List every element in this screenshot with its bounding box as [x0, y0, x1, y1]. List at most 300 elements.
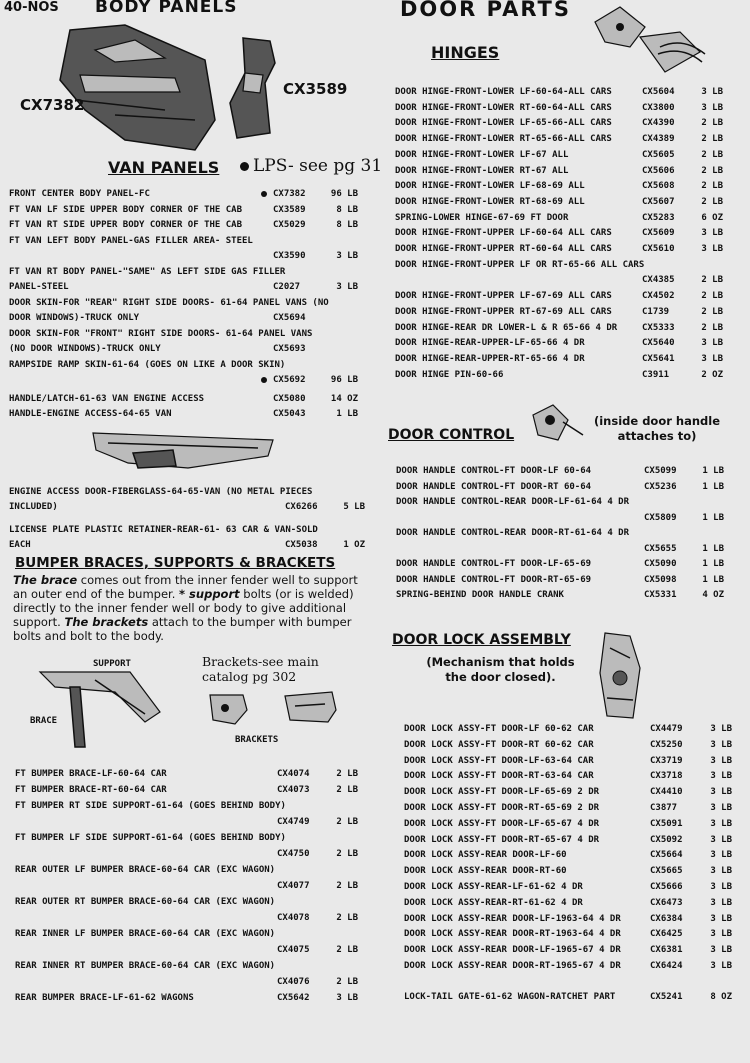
part-description: DOOR LOCK ASSY-REAR-LF-61-62 4 DR [404, 882, 583, 892]
part-description: DOOR LOCK ASSY-FT DOOR-RT-65-69 2 DR [404, 803, 600, 813]
part-number: CX5694 [273, 313, 306, 323]
lps-bullet-icon [240, 162, 249, 171]
part-weight: 8 LB [336, 204, 358, 215]
door-lock-illustration [595, 628, 645, 723]
part-weight: 2 LB [701, 275, 723, 286]
part-number: CX5610 [642, 244, 675, 254]
part-row [396, 526, 736, 540]
part-number: CX5283 [642, 212, 675, 223]
part-description: REAR OUTER LF BUMPER BRACE-60-64 CAR (EXC WAGON) [15, 865, 276, 875]
part-number: CX4077 [277, 881, 310, 891]
part-description: DOOR LOCK ASSY-FT DOOR-RT-65-67 4 DR [404, 834, 600, 845]
part-row [15, 831, 360, 845]
part-description: EACH [9, 540, 31, 550]
part-number: CX4074 [277, 769, 310, 779]
part-number: CX6381 [650, 945, 683, 956]
part-description: (NO DOOR WINDOWS)-TRUCK ONLY [9, 344, 161, 354]
part-weight: 3 LB [701, 353, 723, 364]
paragraph-segment: comes out from the inner fender well to support an outer end of the bumper. [13, 573, 358, 601]
part-row [404, 848, 734, 862]
tailgate-weight: 8 OZ [710, 992, 732, 1002]
part-number: CX5080 [273, 393, 306, 404]
bumper-title: BUMPER BRACES, SUPPORTS & BRACKETS [15, 555, 336, 571]
part-row [396, 573, 736, 587]
part-number: CX5236 [644, 481, 677, 492]
part-description: REAR BUMPER BRACE-LF-61-62 WAGONS [15, 993, 194, 1003]
part-number: CX5608 [642, 181, 675, 192]
part-weight: 3 LB [710, 913, 732, 924]
part-row [395, 148, 735, 162]
part-number: CX3719 [650, 755, 683, 766]
part-description: DOOR LOCK ASSY-FT DOOR-RT-63-64 CAR [404, 771, 594, 782]
part-row [395, 242, 735, 256]
part-number: CX5038 [285, 540, 318, 550]
part-weight: 5 LB [343, 502, 365, 512]
paragraph-segment: bolts (or is welded) directly to the inner fender well or body to give additional support. [13, 587, 354, 629]
part-description: FT VAN RT SIDE UPPER BODY CORNER OF THE CAB [9, 220, 242, 230]
label-cx3589: CX3589 [283, 80, 348, 98]
part-row [395, 368, 735, 382]
part-row [9, 203, 359, 217]
part-weight: 2 LB [336, 913, 358, 923]
part-weight: 4 OZ [702, 590, 724, 600]
part-row [395, 321, 735, 335]
part-description: FT VAN RT BODY PANEL-"SAME" AS LEFT SIDE GAS FILLER [9, 266, 286, 277]
bracket-right-illustration [280, 688, 340, 726]
part-weight: 3 LB [701, 228, 723, 239]
part-description: DOOR LOCK ASSY-FT DOOR-LF-63-64 CAR [404, 755, 594, 766]
part-number: CX5640 [642, 338, 675, 349]
part-row [395, 195, 735, 209]
part-row [404, 801, 734, 815]
part-weight: 3 LB [710, 724, 732, 734]
part-description: DOOR SKIN-FOR "REAR" RIGHT SIDE DOORS- 61-64 PANEL VANS (NO [9, 297, 329, 308]
paragraph-segment: The brackets [64, 615, 149, 629]
part-row [395, 226, 735, 240]
part-weight: 3 LB [710, 803, 732, 813]
part-weight: 1 LB [336, 409, 358, 419]
part-number: CX6473 [650, 897, 683, 908]
part-number: CX4749 [277, 817, 310, 827]
part-row [9, 296, 359, 310]
part-weight: 3 LB [710, 882, 732, 892]
part-description: DOOR HINGE-REAR DR LOWER-L & R 65-66 4 DR [395, 322, 618, 333]
body-panel-illustration [55, 20, 220, 155]
part-weight: 2 LB [701, 149, 723, 160]
part-description: RAMPSIDE RAMP SKIN-61-64 (GOES ON LIKE A DOOR SKIN) [9, 359, 286, 370]
part-number: CX4075 [277, 945, 310, 955]
part-row [395, 116, 735, 130]
part-number: CX5090 [644, 559, 677, 569]
part-weight: 8 LB [336, 220, 358, 230]
part-weight: 2 LB [336, 817, 358, 827]
part-row [395, 179, 735, 193]
door-control-note: (inside door handle attaches to) [593, 414, 721, 443]
part-row [9, 500, 365, 514]
part-number: CX6425 [650, 929, 683, 940]
part-description: REAR OUTER RT BUMPER BRACE-60-64 CAR (EXC WAGON) [15, 897, 276, 907]
part-number: C2027 [273, 282, 301, 292]
part-row [9, 234, 359, 248]
part-description: DOOR LOCK ASSY-FT DOOR-LF-65-69 2 DR [404, 787, 600, 798]
part-weight: 3 LB [710, 787, 732, 798]
part-number: CX4750 [277, 849, 310, 859]
part-number: CX5606 [642, 165, 675, 176]
part-weight: 3 LB [710, 818, 732, 829]
cab-corner-illustration [225, 33, 285, 143]
part-row [9, 265, 359, 279]
part-row [15, 975, 360, 989]
part-row [396, 511, 736, 525]
part-row [404, 943, 734, 957]
part-number: C3911 [642, 369, 670, 380]
part-description: DOOR LOCK ASSY-REAR DOOR-LF-1965-67 4 DR [404, 945, 621, 956]
part-number: CX5333 [642, 322, 675, 333]
part-description: DOOR HINGE-FRONT-UPPER LF-60-64 ALL CARS [395, 228, 612, 239]
part-number: CX4385 [642, 275, 675, 286]
part-number: CX3589 [273, 204, 306, 215]
part-description: DOOR HINGE-FRONT-UPPER LF OR RT-65-66 ALL CARS [395, 259, 645, 270]
part-row [9, 327, 359, 341]
part-row [396, 464, 736, 478]
part-row [15, 767, 360, 781]
part-number: CX4076 [277, 977, 310, 987]
label-cx7382: CX7382 [20, 96, 85, 114]
part-description: DOOR HINGE-FRONT-LOWER LF-65-66-ALL CARS [395, 118, 612, 129]
part-row [404, 769, 734, 783]
part-weight: 2 LB [701, 134, 723, 145]
part-row [404, 754, 734, 768]
part-weight: 2 LB [336, 881, 358, 891]
part-number: CX5029 [273, 220, 306, 230]
part-description: DOOR HINGE-FRONT-LOWER LF-67 ALL [395, 149, 569, 160]
part-weight: 14 OZ [330, 393, 358, 404]
part-row [9, 538, 365, 552]
part-row [396, 495, 736, 509]
door-parts-title: DOOR PARTS [400, 0, 572, 21]
bumper-description [13, 573, 358, 643]
part-description: DOOR HINGE PIN-60-66 [395, 369, 504, 380]
part-row [395, 211, 735, 225]
part-weight: 2 LB [336, 849, 358, 859]
part-number: C1739 [642, 306, 670, 317]
part-weight: 1 LB [702, 481, 724, 492]
part-number: CX6424 [650, 961, 683, 971]
part-weight: 2 LB [336, 785, 358, 795]
part-number: CX5693 [273, 344, 306, 354]
part-weight: 3 LB [710, 945, 732, 956]
part-row [404, 864, 734, 878]
part-description: DOOR HINGE-FRONT-LOWER RT-68-69 ALL [395, 196, 585, 207]
part-description: ENGINE ACCESS DOOR-FIBERGLASS-64-65-VAN (NO METAL PIECES [9, 487, 313, 497]
part-row [404, 722, 734, 736]
part-row [15, 879, 360, 893]
part-number: CX4389 [642, 134, 675, 145]
part-row [404, 912, 734, 926]
hinges-title: HINGES [431, 43, 500, 62]
part-row [15, 991, 360, 1005]
part-description: LICENSE PLATE PLASTIC RETAINER-REAR-61- 63 CAR & VAN-SOLD [9, 525, 318, 535]
part-weight: 3 LB [336, 993, 358, 1003]
part-number: CX6266 [285, 502, 318, 512]
body-panels-title: BODY PANELS [95, 0, 238, 17]
paragraph-segment: attach to the bumper with bumper bolts and bolt to the body. [13, 615, 352, 643]
part-description: FT BUMPER LF SIDE SUPPORT-61-64 (GOES BEHIND BODY) [15, 833, 286, 843]
part-description: DOOR LOCK ASSY-FT DOOR-RT 60-62 CAR [404, 739, 594, 750]
part-weight: 2 LB [701, 291, 723, 302]
part-number: CX5642 [277, 993, 310, 1003]
part-number: CX4390 [642, 118, 675, 129]
part-weight: 2 LB [701, 322, 723, 333]
part-row [395, 258, 735, 272]
part-description: DOOR HANDLE CONTROL-FT DOOR-RT 60-64 [396, 481, 592, 492]
part-number: CX4073 [277, 785, 310, 795]
tailgate-row [404, 990, 734, 1004]
part-description: DOOR LOCK ASSY-REAR DOOR-LF-60 [404, 850, 567, 861]
part-description: DOOR SKIN-FOR "FRONT" RIGHT SIDE DOORS- 61-64 PANEL VANS [9, 328, 313, 339]
part-weight: 3 LB [710, 771, 732, 782]
part-number: CX5043 [273, 409, 306, 419]
part-row [404, 785, 734, 799]
part-description: DOOR WINDOWS)-TRUCK ONLY [9, 313, 140, 323]
part-number: CX3718 [650, 771, 683, 782]
part-description: SPRING-BEHIND DOOR HANDLE CRANK [396, 590, 564, 600]
part-row [395, 85, 735, 99]
part-description: DOOR HANDLE CONTROL-FT DOOR-RT-65-69 [396, 574, 592, 585]
part-row [9, 373, 359, 387]
hinge-illustration [590, 2, 715, 82]
part-description: DOOR LOCK ASSY-REAR DOOR-RT-60 [404, 866, 567, 877]
part-row [9, 342, 359, 356]
part-row [404, 959, 734, 973]
part-description: DOOR LOCK ASSY-FT DOOR-LF-65-67 4 DR [404, 818, 600, 829]
tailgate-part: CX5241 [650, 992, 683, 1002]
bracket-left-illustration [205, 690, 250, 728]
part-row [404, 817, 734, 831]
part-description: HANDLE/LATCH-61-63 VAN ENGINE ACCESS [9, 393, 205, 404]
part-weight: 3 LB [710, 961, 732, 971]
brackets-note: Brackets-see main catalog pg 302 [202, 654, 319, 684]
part-weight: 3 LB [710, 850, 732, 861]
part-description: DOOR HINGE-FRONT-LOWER RT-60-64-ALL CARS [395, 102, 612, 113]
part-description: INCLUDED) [9, 502, 58, 512]
part-number: CX7382 [273, 189, 306, 199]
part-weight: 3 LB [336, 251, 358, 261]
brackets-label: BRACKETS [235, 735, 279, 745]
part-weight: 1 LB [702, 574, 724, 585]
part-number: CX6384 [650, 913, 683, 924]
part-row [9, 358, 359, 372]
part-weight: 1 LB [702, 559, 724, 569]
part-row [15, 927, 360, 941]
part-description: DOOR HINGE-FRONT-LOWER RT-65-66-ALL CARS [395, 134, 612, 145]
page-number: 40-NOS [4, 0, 59, 15]
part-weight: 3 LB [336, 282, 358, 292]
part-number: CX5655 [644, 543, 677, 554]
door-lock-note: (Mechanism that holds the door closed). [426, 655, 575, 684]
part-description: DOOR HINGE-FRONT-UPPER RT-67-69 ALL CARS [395, 306, 612, 317]
part-number: CX5331 [644, 590, 677, 600]
part-row [9, 218, 359, 232]
part-description: DOOR HANDLE CONTROL-REAR DOOR-LF-61-64 4 DR [396, 497, 629, 507]
part-number: CX4502 [642, 291, 675, 302]
part-number: CX5641 [642, 353, 675, 364]
part-number: CX4078 [277, 913, 310, 923]
part-weight: 3 LB [710, 897, 732, 908]
part-row [9, 392, 359, 406]
part-description: DOOR LOCK ASSY-REAR DOOR-LF-1963-64 4 DR [404, 913, 621, 924]
brace-label: BRACE [30, 716, 58, 726]
part-row [395, 336, 735, 350]
part-weight: 2 LB [701, 165, 723, 176]
door-control-title: DOOR CONTROL [388, 427, 515, 443]
part-number: CX3590 [273, 251, 306, 261]
part-row [15, 815, 360, 829]
part-number: CX5664 [650, 850, 683, 861]
part-weight: 1 LB [702, 543, 724, 554]
part-description: FT BUMPER BRACE-RT-60-64 CAR [15, 785, 167, 795]
part-number: CX5666 [650, 882, 683, 892]
part-description: DOOR HINGE-REAR-UPPER-RT-65-66 4 DR [395, 353, 585, 364]
part-row [15, 783, 360, 797]
part-weight: 2 LB [701, 181, 723, 192]
part-row [395, 289, 735, 303]
part-number: CX5809 [644, 512, 677, 523]
part-weight: 1 LB [702, 466, 724, 476]
part-number: CX5604 [642, 87, 675, 97]
part-description: DOOR HINGE-FRONT-LOWER LF-60-64-ALL CARS [395, 87, 612, 97]
part-weight: 3 LB [701, 102, 723, 113]
part-description: DOOR HINGE-FRONT-LOWER LF-68-69 ALL [395, 181, 585, 192]
part-description: DOOR LOCK ASSY-REAR-RT-61-62 4 DR [404, 897, 583, 908]
part-weight: 96 LB [330, 375, 358, 385]
part-number: CX5605 [642, 149, 675, 160]
engine-door-illustration [88, 428, 278, 476]
part-row [395, 305, 735, 319]
part-number: CX5092 [650, 834, 683, 845]
part-description: FT VAN LEFT BODY PANEL-GAS FILLER AREA- STEEL [9, 235, 253, 246]
part-description: FRONT CENTER BODY PANEL-FC [9, 189, 150, 199]
part-weight: 3 LB [710, 834, 732, 845]
part-row [15, 959, 360, 973]
part-number: CX5609 [642, 228, 675, 239]
part-row [404, 833, 734, 847]
lps-note: LPS- see pg 31 [240, 156, 382, 176]
tailgate-desc: LOCK-TAIL GATE-61-62 WAGON-RATCHET PART [404, 992, 616, 1002]
part-number: CX5098 [644, 574, 677, 585]
part-weight: 3 LB [701, 244, 723, 254]
part-description: SPRING-LOWER HINGE-67-69 FT DOOR [395, 212, 569, 223]
part-description: DOOR HINGE-FRONT-UPPER LF-67-69 ALL CARS [395, 291, 612, 302]
part-row [9, 523, 359, 537]
part-weight: 2 LB [336, 977, 358, 987]
paragraph-segment: * support [179, 587, 240, 601]
part-row [15, 799, 360, 813]
support-label: SUPPORT [93, 659, 131, 669]
part-row [395, 101, 735, 115]
part-row [9, 280, 359, 294]
part-weight: 3 LB [710, 866, 732, 877]
part-row [9, 311, 359, 325]
part-description: DOOR LOCK ASSY-FT DOOR-LF 60-62 CAR [404, 724, 594, 734]
part-weight: 2 LB [701, 306, 723, 317]
part-description: REAR INNER LF BUMPER BRACE-60-64 CAR (EXC WAGON) [15, 929, 276, 939]
part-description: DOOR LOCK ASSY-REAR DOOR-RT-1963-64 4 DR [404, 929, 621, 940]
part-row [404, 927, 734, 941]
part-description: DOOR HINGE-FRONT-UPPER RT-60-64 ALL CARS [395, 244, 612, 254]
part-weight: 3 LB [701, 338, 723, 349]
part-number: CX4410 [650, 787, 683, 798]
part-row [404, 880, 734, 894]
lps-bullet-icon [261, 191, 267, 197]
part-row [15, 943, 360, 957]
part-row [396, 588, 736, 602]
part-weight: 2 OZ [701, 369, 723, 380]
part-row [396, 542, 736, 556]
part-description: DOOR HANDLE CONTROL-FT DOOR-LF 60-64 [396, 466, 592, 476]
part-weight: 3 LB [710, 929, 732, 940]
part-description: FT BUMPER RT SIDE SUPPORT-61-64 (GOES BEHIND BODY) [15, 801, 286, 811]
part-description: PANEL-STEEL [9, 282, 69, 292]
part-weight: 2 LB [336, 769, 358, 779]
door-lock-title: DOOR LOCK ASSEMBLY [392, 632, 571, 648]
part-weight: 2 LB [336, 945, 358, 955]
part-weight: 2 LB [701, 196, 723, 207]
part-row [9, 249, 359, 263]
part-weight: 96 LB [330, 189, 358, 199]
part-number: CX5665 [650, 866, 683, 877]
part-description: HANDLE-ENGINE ACCESS-64-65 VAN [9, 409, 172, 419]
part-weight: 3 LB [710, 739, 732, 750]
part-row [15, 847, 360, 861]
part-row [395, 164, 735, 178]
part-row [15, 863, 360, 877]
paragraph-segment: The brace [13, 573, 78, 587]
part-row [395, 132, 735, 146]
part-weight: 1 LB [702, 512, 724, 523]
part-description: FT BUMPER BRACE-LF-60-64 CAR [15, 769, 167, 779]
brace-support-illustration [35, 662, 165, 750]
part-row [396, 480, 736, 494]
part-description: DOOR HANDLE CONTROL-FT DOOR-LF-65-69 [396, 559, 592, 569]
part-description: FT VAN LF SIDE UPPER BODY CORNER OF THE CAB [9, 204, 242, 215]
lps-bullet-icon [261, 377, 267, 383]
part-number: CX5091 [650, 818, 683, 829]
part-row [404, 896, 734, 910]
van-panels-title: VAN PANELS [108, 158, 220, 177]
part-weight: 1 OZ [343, 540, 365, 550]
part-number: CX5099 [644, 466, 677, 476]
part-description: REAR INNER RT BUMPER BRACE-60-64 CAR (EXC WAGON) [15, 961, 276, 971]
part-description: DOOR HINGE-REAR-UPPER-LF-65-66 4 DR [395, 338, 585, 349]
part-row [9, 407, 359, 421]
part-number: C3877 [650, 803, 678, 813]
door-control-illustration [528, 400, 588, 448]
part-row [9, 187, 359, 201]
part-description: DOOR LOCK ASSY-REAR DOOR-RT-1965-67 4 DR [404, 961, 621, 971]
part-description: DOOR HANDLE CONTROL-REAR DOOR-RT-61-64 4 DR [396, 528, 629, 538]
part-row [404, 738, 734, 752]
part-number: CX5607 [642, 196, 675, 207]
part-weight: 3 LB [701, 87, 723, 97]
part-row [395, 352, 735, 366]
part-row [15, 895, 360, 909]
part-number: CX5692 [273, 375, 306, 385]
part-row [395, 273, 735, 287]
part-number: CX4479 [650, 724, 683, 734]
part-number: CX5250 [650, 739, 683, 750]
part-row [396, 557, 736, 571]
